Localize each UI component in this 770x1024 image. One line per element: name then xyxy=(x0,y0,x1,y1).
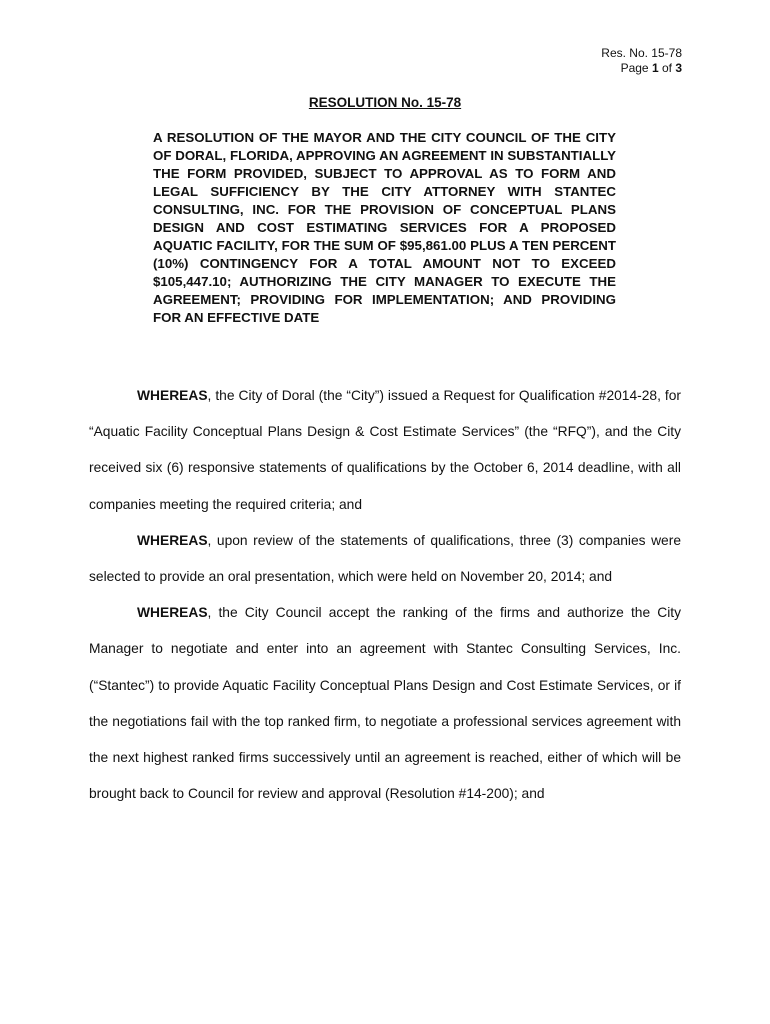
resolution-heading: A RESOLUTION OF THE MAYOR AND THE CITY COUNCIL OF THE CITY OF DORAL, FLORIDA, APPROVING AN AGREEMENT IN SUBSTANTIALLY THE FORM PROVIDED, SUBJECT TO APPROVAL AS TO FORM AND LEGAL SUFFICIENCY BY THE CITY ATTORNEY WITH STANTEC CONSULTING, INC. FOR THE PROVISION OF CONCEPTUAL PLANS DESIGN AND COST ESTIMATING SERVICES FOR A PROPOSED AQUATIC FACILITY, FOR THE SUM OF $95,861.00 PLUS A TEN PERCENT (10%) CONTINGENCY FOR A TOTAL AMOUNT NOT TO EXCEED $105,447.10; AUTHORIZING THE CITY MANAGER TO EXECUTE THE AGREEMENT; PROVIDING FOR IMPLEMENTATION; AND PROVIDING FOR AN EFFECTIVE DATE xyxy=(153,130,616,325)
paragraph-text: , upon review of the statements of qualifications, three (3) companies were selected to provide an oral presentation, which were held on November 20, 2014; and xyxy=(89,532,681,585)
whereas-paragraph xyxy=(89,378,681,523)
whereas-paragraph xyxy=(89,595,681,812)
whereas-lead: WHEREAS xyxy=(137,388,208,403)
page-header xyxy=(601,46,682,76)
whereas-lead: WHEREAS xyxy=(137,605,208,621)
page-number-label xyxy=(601,61,682,76)
page-total: 3 xyxy=(675,61,682,75)
paragraph-text: , the City Council accept the ranking of the firms and authorize the City Manager to negotiate and enter into an agreement with Stantec Consulting Services, Inc. (“Stantec”) to provide Aquatic Facility Conceptual Plans Design and Cost Estimate Services, or if the negotiations fail with the top ranked firm, to negotiate a professional services agreement with the next highest ranked firms successively until an agreement is reached, either of which will be brought back to Council for review and approval (Resolution #14-200); and xyxy=(89,605,681,802)
page-prefix: Page xyxy=(620,61,652,75)
page-of: of xyxy=(658,61,676,75)
page-current: 1 xyxy=(651,61,659,75)
whereas-lead: WHEREAS xyxy=(137,532,208,548)
paragraph-text: , the City of Doral (the “City”) issued a Request for Qualification #2014-28, for “Aquatic Facility Conceptual Plans Design & Cost Estimate Services” (the “RFQ”), and the City received six (6) responsive statements of qualifications by the October 6, 2014 deadline, with all companies meeting the required criteria; and xyxy=(89,388,681,512)
resolution-body xyxy=(89,378,681,812)
whereas-paragraph xyxy=(89,523,681,595)
resolution-number-label: Res. No. 15-78 xyxy=(601,46,682,60)
resolution-title: RESOLUTION No. 15-78 xyxy=(308,95,462,110)
